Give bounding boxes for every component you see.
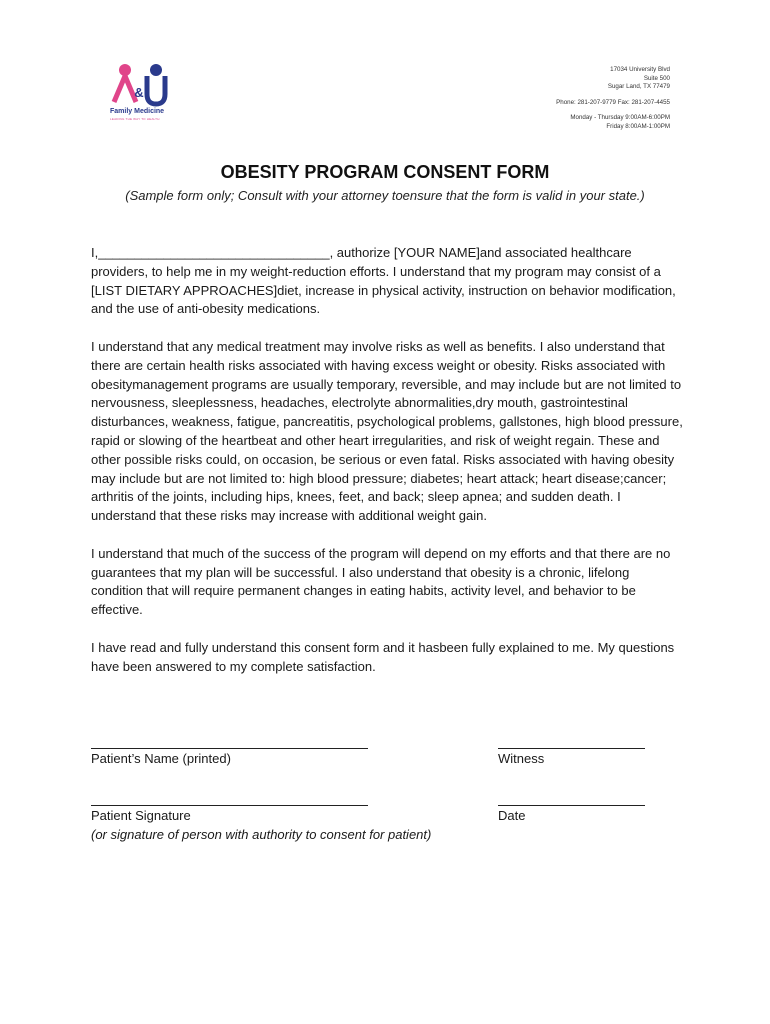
date-label: Date bbox=[498, 808, 526, 823]
patient-name-line[interactable] bbox=[91, 748, 368, 749]
consent-paragraph: I understand that much of the success of the program will depend on my efforts and that there are no guarantees that my plan will be successful. I also understand that obesity is a chronic, lifelong condition that will require permanent changes in eating habits, activity level, and behavior to be effective. bbox=[91, 545, 671, 618]
date-line[interactable] bbox=[498, 805, 645, 806]
patient-name-label: Patient’s Name (printed) bbox=[91, 751, 231, 766]
patient-signature-label: Patient Signature bbox=[91, 808, 191, 823]
form-subtitle: (Sample form only; Consult with your attorney toensure that the form is valid in your state.) bbox=[125, 188, 645, 203]
consent-body bbox=[91, 244, 683, 695]
address-line: Sugar Land, TX 77479 bbox=[607, 83, 670, 91]
hours-line: Monday - Thursday 9:00AM-6:00PM bbox=[570, 114, 670, 122]
address-line: Suite 500 bbox=[643, 74, 670, 82]
address-line: 17034 University Blvd bbox=[610, 66, 670, 73]
logo-tagline: LEADING THE WAY TO HEALTH bbox=[110, 117, 160, 121]
logo-name: Family Medicine bbox=[110, 108, 165, 115]
witness-line[interactable] bbox=[498, 748, 645, 749]
authority-note: (or signature of person with authority to consent for patient) bbox=[91, 827, 432, 842]
form-title: OBESITY PROGRAM CONSENT FORM bbox=[220, 162, 550, 182]
phone-fax: Phone: 281-207-9779 Fax: 281-207-4455 bbox=[556, 98, 670, 106]
svg-text:&: & bbox=[134, 85, 144, 100]
patient-signature-line[interactable] bbox=[91, 805, 368, 806]
consent-paragraph: I have read and fully understand this consent form and it hasbeen fully explained to me. My questions have been answered to my complete satisfaction. bbox=[91, 639, 675, 674]
hours-line: Friday 8:00AM-1:00PM bbox=[606, 122, 670, 130]
consent-paragraph: I,________________________________, authorize [YOUR NAME]and associated healthcare providers, to help me in my weight-reduction efforts. I understand that my program may consist of a [LIST DIETARY APPROACHES]diet, increase in physical activity, instruction on behavior modification, and the use of anti-obesity medications. bbox=[91, 245, 676, 317]
witness-label: Witness bbox=[498, 751, 545, 766]
consent-paragraph: I understand that any medical treatment may involve risks as well as benefits. I also understand that there are certain health risks associated with having excess weight or obesity. Risks associated with obesitymanagement programs are usually temporary, reversible, and may include but are not limited to nervousness, sleeplessness, headaches, electrolyte abnormalities,dry mouth, gastrointestinal disturbances, weakness, fatigue, pancreatitis, psychological problems, gallstones, high blood pressure, rapid or slowing of the heartbeat and other heart irregularities, and risk of weight regain. These and other possible risks could, on occasion, be serious or even fatal. Risks associated with having obesity may include but are not limited to: high blood pressure; diabetes; heart attack; heart disease;cancer; arthritis of the joints, including hips, knees, feet, and back; sleep apnea; and sudden death. I understand that these risks may increase with additional weight gain. bbox=[91, 338, 683, 524]
clinic-address bbox=[556, 66, 670, 132]
